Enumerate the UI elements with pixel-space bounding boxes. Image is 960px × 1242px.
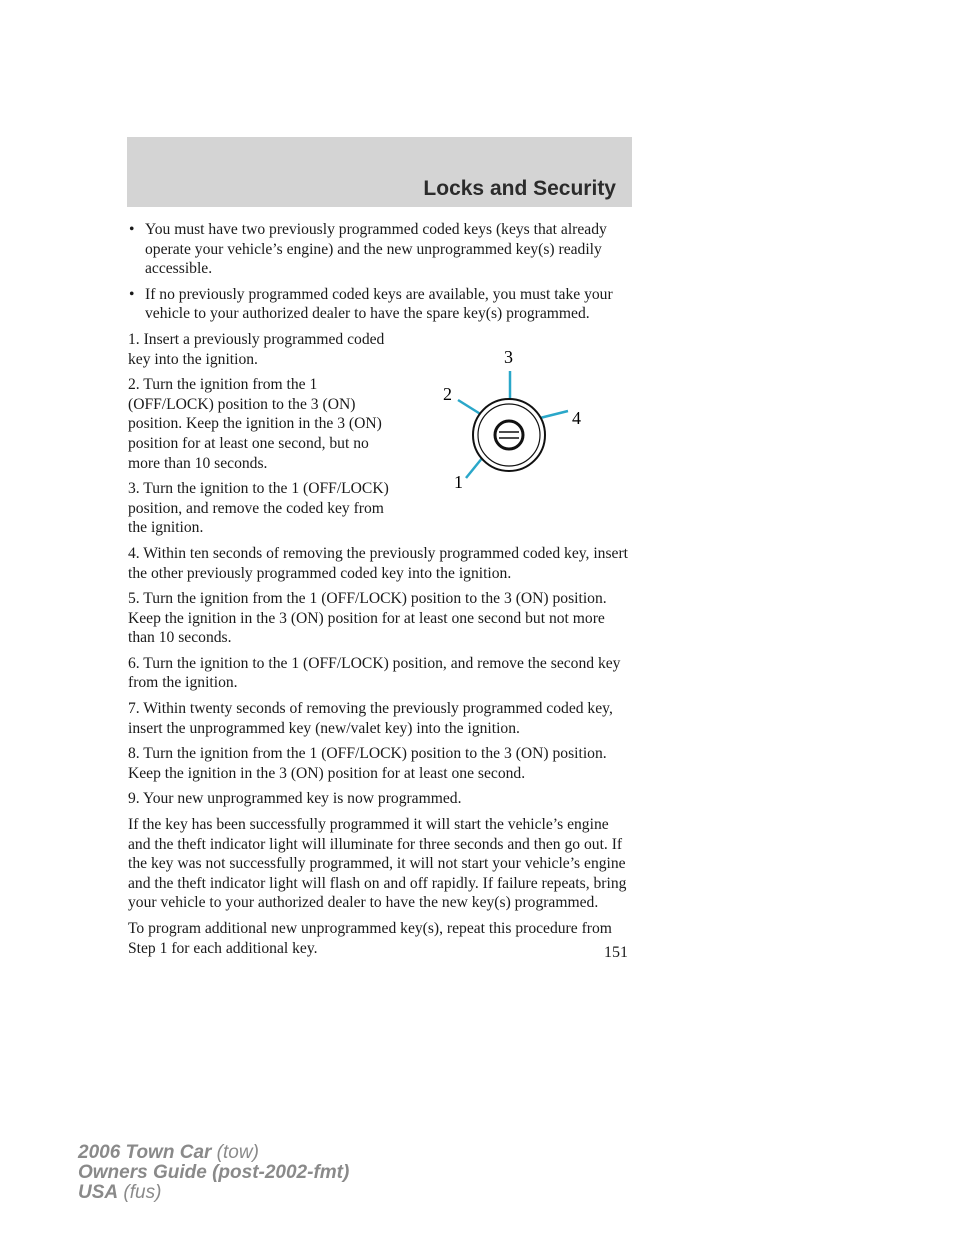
position-label-3: 3 — [504, 347, 513, 367]
header-band — [127, 137, 632, 207]
ignition-cylinder — [495, 421, 523, 449]
additional-keys-paragraph: To program additional new unprogrammed key(s), repeat this procedure from Step 1 for each additional key. — [128, 920, 612, 957]
position-line-2 — [458, 400, 482, 415]
bullet-icon: • — [129, 285, 135, 303]
position-label-1: 1 — [454, 472, 463, 492]
footer-line-1: 2006 Town Car (tow) — [78, 1142, 259, 1163]
step-1: 1. Insert a previously programmed coded key into the ignition. — [128, 330, 385, 368]
step-4: 4. Within ten seconds of removing the previously programmed coded key, insert the other previously programmed coded key into the ignition. — [128, 544, 628, 582]
step-3: 3. Turn the ignition to the 1 (OFF/LOCK) position, and remove the coded key from the ignition. — [128, 480, 389, 537]
step-5: 5. Turn the ignition from the 1 (OFF/LOCK) position to the 3 (ON) position. Keep the ignition in the 3 (ON) position for at least one second but not more than 10 seconds. — [128, 590, 607, 647]
footer-line-2: Owners Guide (post-2002-fmt) — [78, 1162, 350, 1183]
ignition-diagram — [420, 335, 600, 505]
bullet-item — [128, 220, 633, 279]
bullet-icon: • — [129, 221, 135, 238]
footer-line-3: USA (fus) — [78, 1182, 162, 1203]
position-label-4: 4 — [572, 408, 581, 428]
result-paragraph: If the key has been successfully programmed it will start the vehicle’s engine and the theft indicator light will illuminate for three seconds and then go out. If the key was not successfully programmed, it will not start your vehicle’s engine and the theft indicator light will flash on and off rapidly. If failure repeats, bring your vehicle to your authorized dealer to have the new key(s) programmed. — [128, 816, 627, 912]
ignition-diagram-svg — [420, 335, 600, 505]
position-line-1 — [466, 457, 483, 478]
step-7: 7. Within twenty seconds of removing the previously programmed coded key, insert the unprogrammed key (new/valet key) into the ignition. — [128, 700, 613, 737]
step-8: 8. Turn the ignition from the 1 (OFF/LOCK) position to the 3 (ON) position. Keep the ignition in the 3 (ON) position for at least one second. — [128, 745, 607, 782]
step-6: 6. Turn the ignition to the 1 (OFF/LOCK) position, and remove the second key from the ignition. — [128, 654, 621, 692]
steps-beside-figure — [128, 330, 393, 538]
page-number: 151 — [604, 944, 628, 961]
step-9: 9. Your new unprogrammed key is now programmed. — [128, 790, 462, 808]
position-label-2: 2 — [443, 384, 452, 404]
bullet-text: If no previously programmed coded keys are available, you must take your vehicle to your authorized dealer to have the spare key(s) programmed. — [145, 285, 613, 323]
position-line-4 — [540, 411, 568, 418]
section-title: Locks and Security — [423, 177, 616, 200]
step-2: 2. Turn the ignition from the 1 (OFF/LOCK) position to the 3 (ON) position. Keep the ignition in the 3 (ON) position for at least one second, but no more than 10 seconds. — [128, 376, 382, 472]
bullet-text: You must have two previously programmed coded keys (keys that already operate your vehicle’s engine) and the new unprogrammed key(s) readily accessible. — [145, 221, 607, 278]
body-text — [128, 220, 633, 964]
bullet-item — [128, 285, 633, 324]
footer — [78, 1143, 349, 1203]
